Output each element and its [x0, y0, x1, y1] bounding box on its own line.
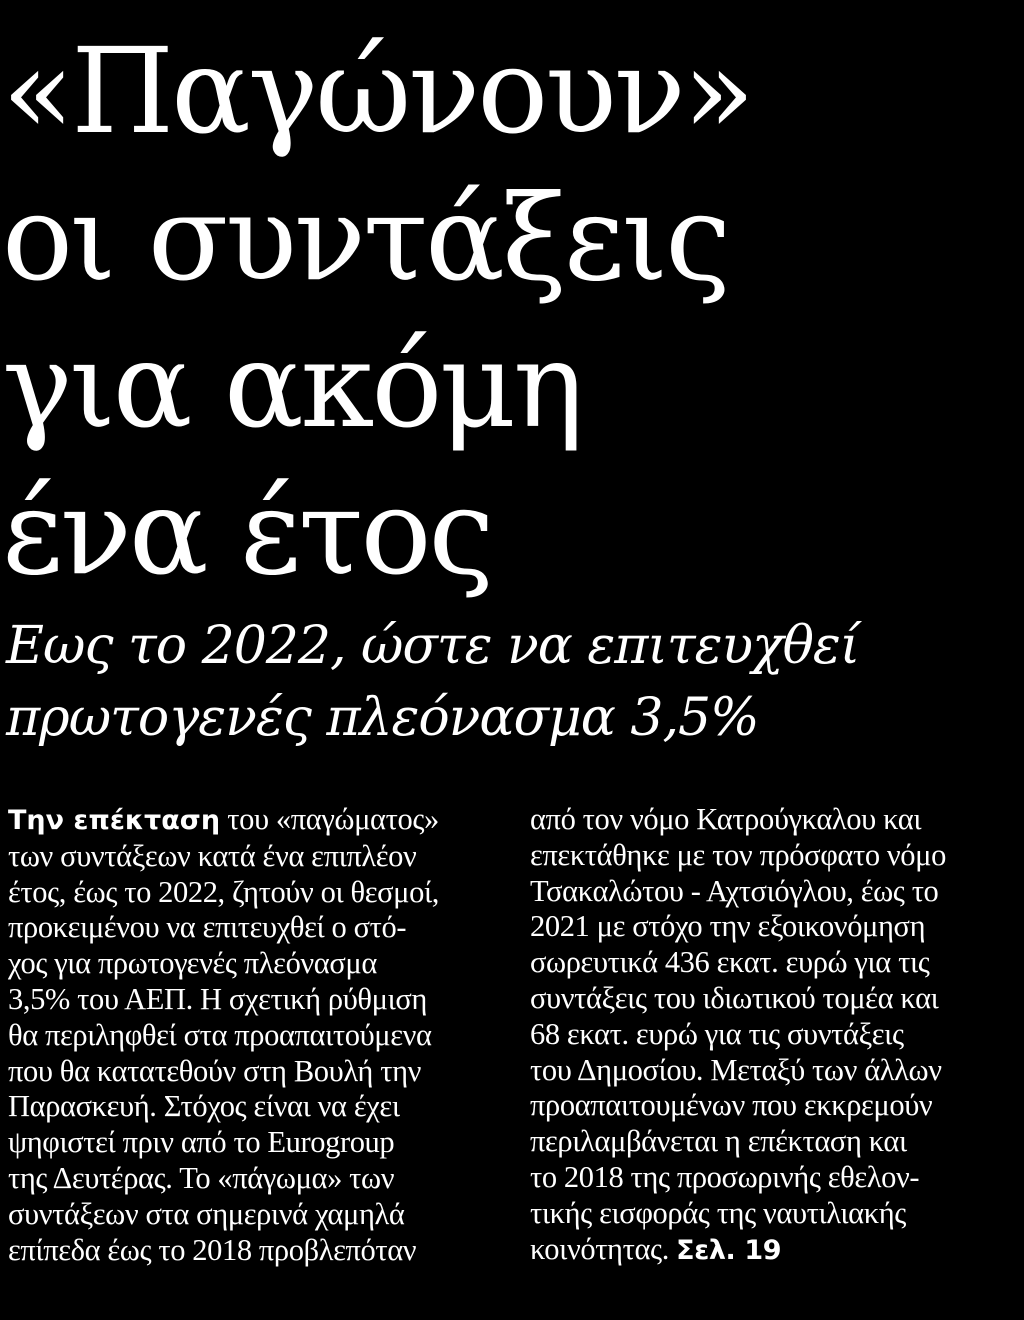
article-first-line: [8, 802, 498, 839]
article-line: το 2018 της προσωρινής εθελον-: [530, 1159, 920, 1194]
article-column-left: [8, 802, 498, 1268]
article-line: που θα κατατεθούν στη Βουλή την: [8, 1053, 422, 1088]
article-line: του Δημοσίου. Μεταξύ των άλλων: [530, 1052, 942, 1087]
article-line: των συντάξεων κατά ένα επιπλέον: [8, 838, 417, 873]
article-line: Τσακαλώτου - Αχτσιόγλου, έως το: [530, 873, 939, 908]
article-line: 3,5% του ΑΕΠ. Η σχετική ρύθμιση: [8, 981, 427, 1016]
headline-line-2: οι συντάξεις: [2, 169, 729, 307]
article-line: Παρασκευή. Στόχος είναι να έχει: [8, 1089, 400, 1124]
article-line: συντάξεων στα σημερινά χαμηλά: [8, 1196, 405, 1231]
article-line: προκειμένου να επιτευχθεί ο στό-: [8, 910, 407, 945]
article-line: τικής εισφοράς της ναυτιλιακής: [530, 1195, 906, 1230]
article-line: προαπαιτουμένων που εκκρεμούν: [530, 1088, 933, 1123]
article-lead-in: Την επέκταση: [8, 805, 221, 836]
article-line: επεκτάθηκε με τον πρόσφατο νόμο: [530, 837, 946, 872]
article-line: περιλαμβάνεται η επέκταση και: [530, 1124, 907, 1159]
article-line: συντάξεις του ιδιωτικού τομέα και: [530, 980, 939, 1015]
headline: [2, 18, 752, 606]
article-line: της Δευτέρας. Το «πάγωμα» των: [8, 1160, 395, 1195]
article-line: 2021 με στόχο την εξοικονόμηση: [530, 909, 926, 944]
article-line: ψηφιστεί πριν από το Eurogroup: [8, 1125, 395, 1160]
article-last-line: [530, 1232, 1016, 1269]
article-last-line-text: κοινότητας.: [530, 1231, 677, 1266]
article-line: 68 εκατ. ευρώ για τις συντάξεις: [530, 1016, 904, 1051]
headline-line-3: για ακόμη: [2, 316, 581, 454]
subheadline-line-2: πρωτογενές πλεόνασμα 3,5%: [6, 688, 759, 748]
article-column-right: [530, 802, 1016, 1268]
page-reference: Σελ. 19: [676, 1234, 782, 1266]
headline-line-4: ένα έτος: [2, 463, 492, 601]
article-line: θα περιληφθεί στα προαπαιτούμενα: [8, 1017, 432, 1052]
article-line: σωρευτικά 436 εκατ. ευρώ για τις: [530, 945, 930, 980]
subheadline: [6, 610, 859, 754]
article-line: χος για πρωτογενές πλεόνασμα: [8, 946, 377, 981]
article-first-line-rest: του «παγώματος»: [220, 802, 439, 836]
article-line: επίπεδα έως το 2018 προβλεπόταν: [8, 1232, 417, 1267]
subheadline-line-1: Εως το 2022, ώστε να επιτευχθεί: [6, 616, 860, 676]
headline-line-1: «Παγώνουν»: [2, 22, 752, 160]
article-line: έτος, έως το 2022, ζητούν οι θεσμοί,: [8, 874, 439, 909]
article-line: από τον νόμο Κατρούγκαλου και: [530, 802, 922, 836]
